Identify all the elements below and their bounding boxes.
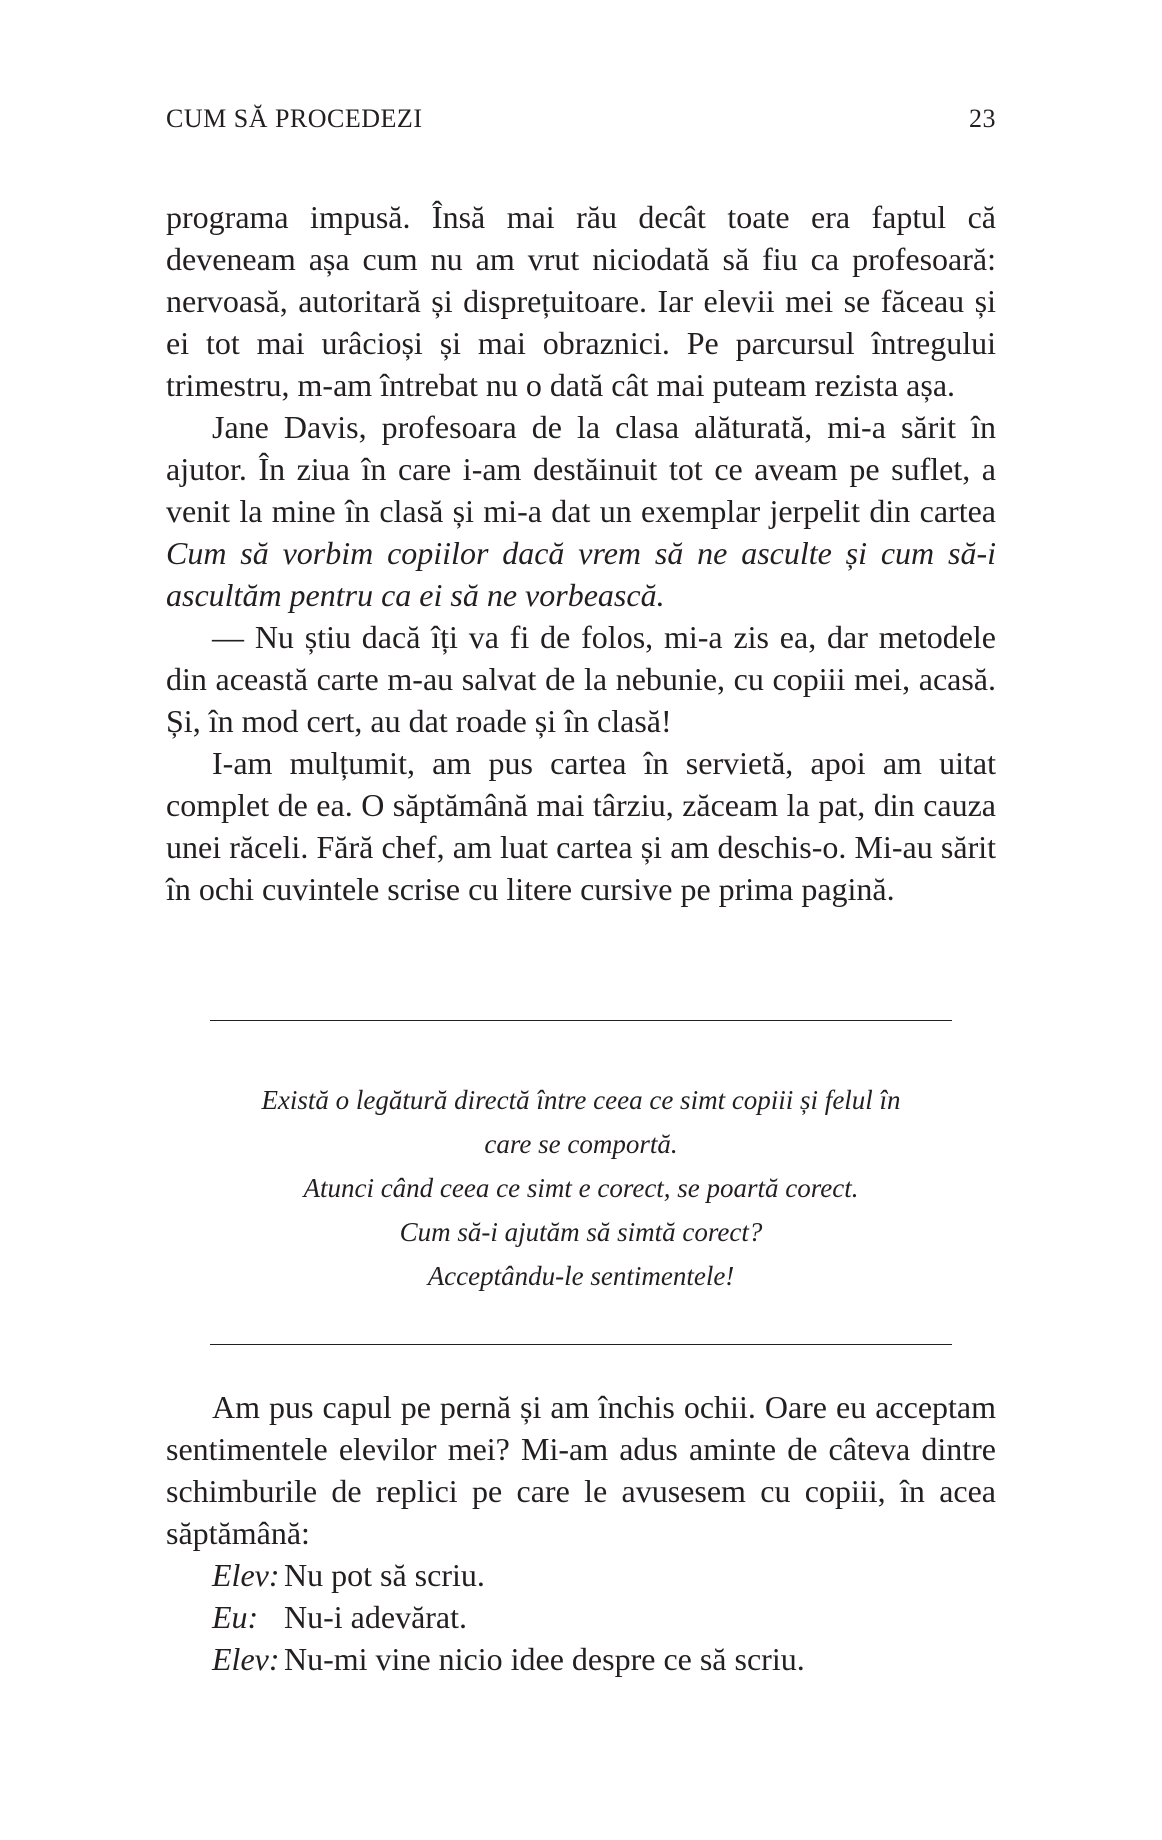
body-text-top	[166, 196, 996, 910]
top-divider	[210, 1020, 952, 1021]
dialogue-line: Nu pot să scriu.	[284, 1557, 485, 1593]
chapter-title: CUM SĂ PROCEDEZI	[166, 104, 423, 133]
book-title: Cum să vorbim copiilor dacă vrem să ne asculte și cum să-i ascultăm pentru ca ei să ne vorbească.	[166, 535, 996, 613]
body-text-bottom	[166, 1386, 996, 1554]
dialogue-line: Nu-i adevărat.	[284, 1599, 468, 1635]
speaker-label: Eu:	[212, 1599, 259, 1635]
paragraph-continued: programa impusă. Însă mai rău decât toate era faptul că deveneam așa cum nu am vrut niciodată să fiu ca profesoară: nervoasă, autoritară și disprețuitoare. Iar elevii mei se făceau și ei tot mai urâcioși și mai obraznici. Pe parcursul întregului trimestru, m-am întrebat nu o dată cât mai puteam rezista așa.	[166, 199, 996, 403]
dialogue-row	[212, 1596, 805, 1638]
paragraph-jane-davis-text: Jane Davis, profesoara de la clasa alăturată, mi-a sărit în ajutor. În ziua în care i-am destăinuit tot ce aveam pe suflet, a venit la mine în clasă și mi-a dat un exemplar jerpelit din cartea	[166, 409, 996, 529]
paragraph-reading: I-am mulțumit, am pus cartea în servietă, apoi am uitat complet de ea. O săptămână mai târziu, zăceam la pat, din cauza unei răceli. Fără chef, am luat cartea și am deschis-o. Mi-au sărit în ochi cuvintele scrise cu litere cursive pe prima pagină.	[166, 745, 996, 907]
running-head	[166, 104, 996, 140]
page-number: 23	[969, 104, 996, 133]
paragraph-dialogue-jane: — Nu știu dacă îți va fi de folos, mi-a zis ea, dar metodele din această carte m-au salvat de la nebunie, cu copiii mei, acasă. Și, în mod cert, au dat roade și în clasă!	[166, 619, 996, 739]
pull-quote	[166, 1078, 996, 1298]
dialogue-row	[212, 1638, 805, 1680]
quote-line: care se comportă.	[484, 1129, 678, 1159]
dialogue-list	[212, 1554, 805, 1680]
quote-line: Cum să-i ajutăm să simtă corect?	[399, 1217, 763, 1247]
paragraph-reflection: Am pus capul pe pernă și am închis ochii. Oare eu acceptam sentimentele elevilor mei? Mi-am adus aminte de câteva dintre schimburile de replici pe care le avusesem cu copiii, în acea săptămână:	[166, 1389, 996, 1551]
dialogue-row	[212, 1554, 805, 1596]
dialogue-line: Nu-mi vine nicio idee despre ce să scriu.	[284, 1641, 805, 1677]
quote-line: Acceptându-le sentimentele!	[427, 1261, 735, 1291]
quote-line: Atunci când ceea ce simt e corect, se poartă corect.	[303, 1173, 859, 1203]
speaker-label: Elev:	[212, 1641, 280, 1677]
paragraph-jane-davis	[166, 406, 996, 616]
speaker-label: Elev:	[212, 1557, 280, 1593]
bottom-divider	[210, 1344, 952, 1345]
quote-line: Există o legătură directă între ceea ce simt copiii și felul în	[261, 1085, 901, 1115]
